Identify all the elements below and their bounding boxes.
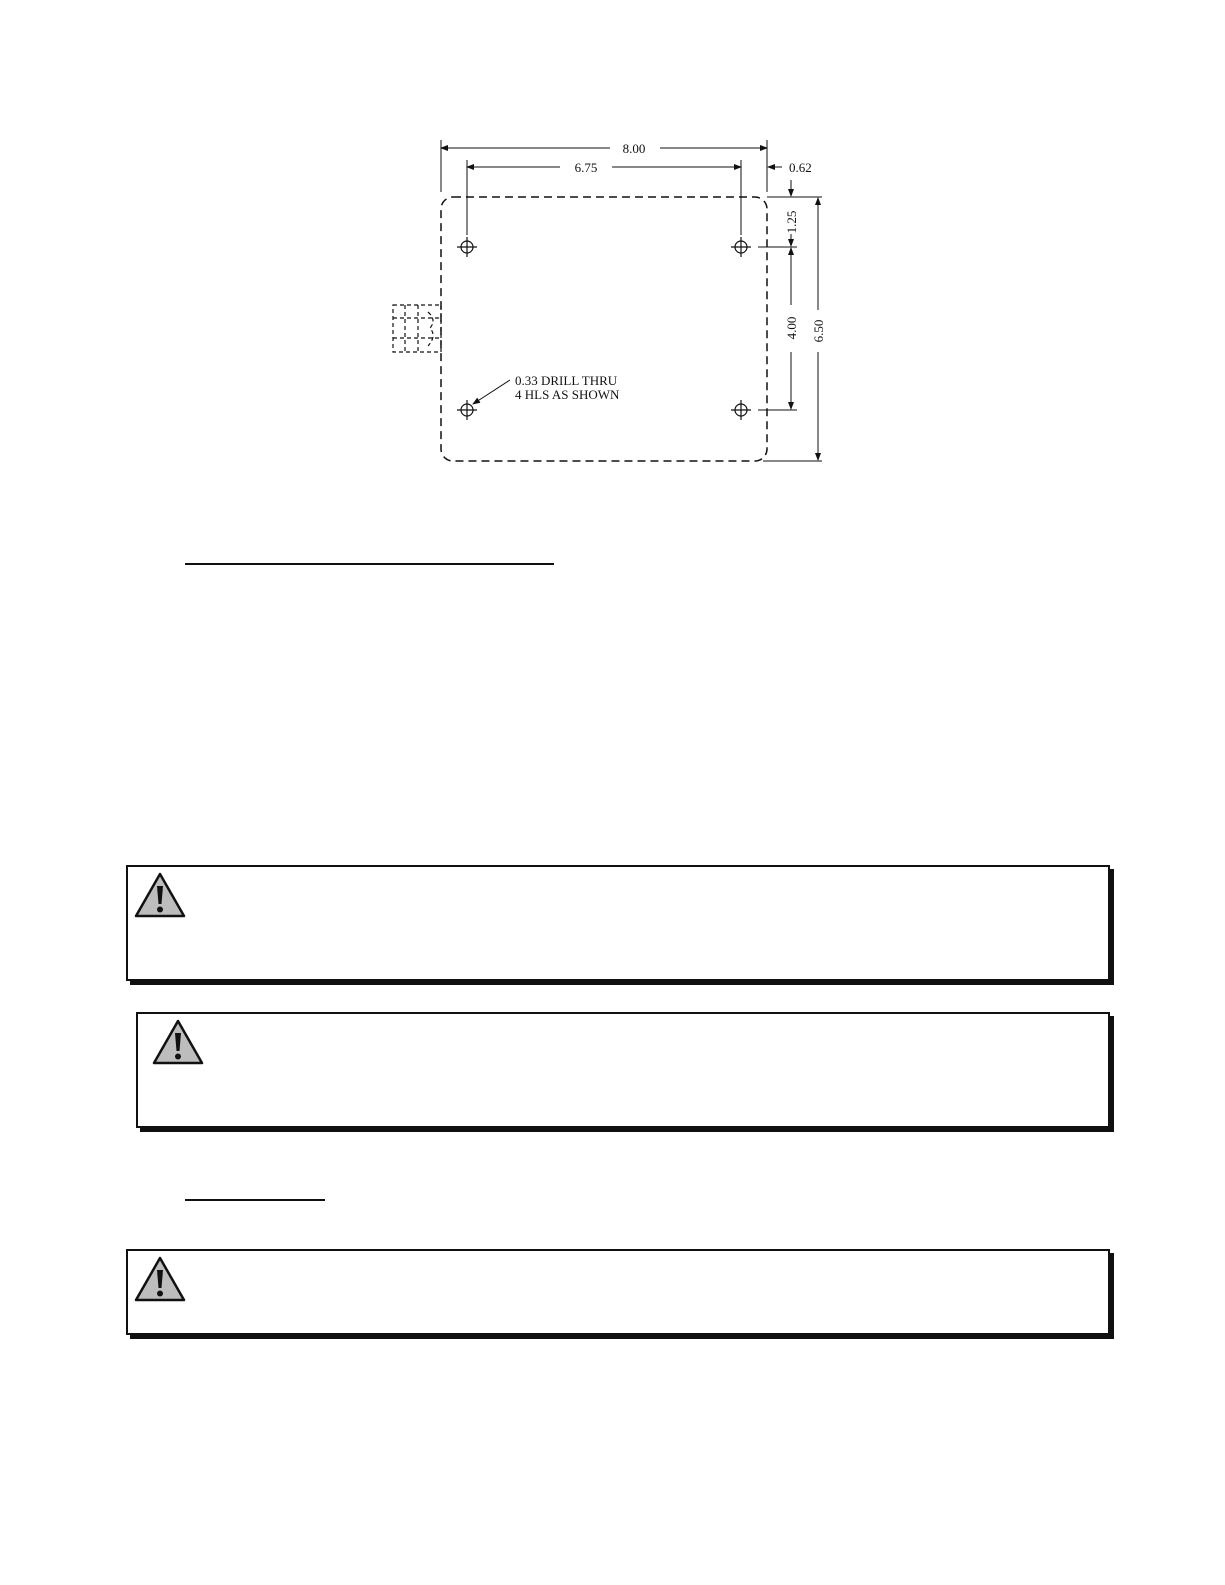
mounting-drawing	[0, 0, 1225, 500]
dim-hole-spacing-vertical-label: 4.00	[784, 316, 799, 340]
warning-box-2	[136, 1012, 1110, 1128]
dim-overall-height-label: 6.50	[811, 319, 826, 343]
dim-top-offset-label: 1.25	[784, 210, 799, 234]
warning-triangle-icon	[133, 1255, 187, 1303]
hole-top-left	[457, 237, 477, 257]
drill-callout-leader	[473, 380, 510, 404]
warning-box-1	[126, 865, 1110, 981]
drill-callout-line2: 4 HLS AS SHOWN	[515, 387, 620, 402]
dim-overall-width-label: 8.00	[622, 141, 646, 156]
section-heading-rule-1	[185, 563, 554, 565]
dim-hole-spacing-horizontal-label: 6.75	[574, 160, 598, 175]
hole-bottom-right	[731, 400, 751, 420]
section-heading-rule-2	[185, 1199, 325, 1201]
drill-callout-line1: 0.33 DRILL THRU	[515, 373, 618, 388]
enclosure-outline	[441, 197, 767, 461]
side-connector	[393, 305, 441, 352]
warning-box-3	[126, 1249, 1110, 1335]
warning-triangle-icon	[151, 1018, 205, 1066]
dim-edge-offset-label: 0.62	[789, 160, 812, 175]
hole-top-right	[731, 237, 751, 257]
warning-triangle-icon	[133, 871, 187, 919]
